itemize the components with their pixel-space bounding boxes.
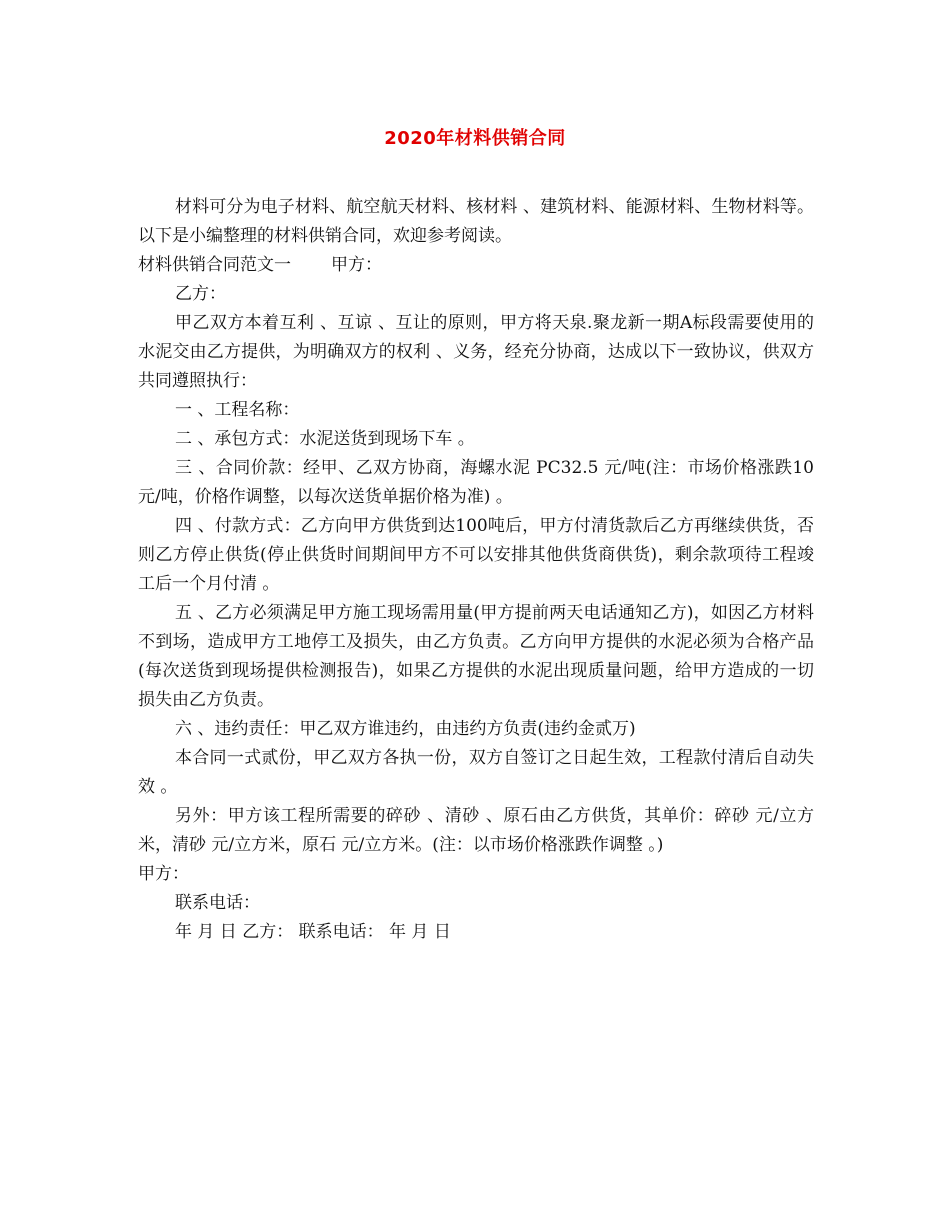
- clause-4: 四 、付款方式：乙方向甲方供货到达100吨后，甲方付清货款后乙方再继续供货，否则乙方停止供货(停止供货时间期间甲方不可以安排其他供货商供货)，剩余款项待工程竣工后一个月付清 。: [138, 516, 814, 594]
- clause-3: 三 、合同价款：经甲、乙双方协商，海螺水泥 PC32.5 元/吨(注：市场价格涨跌10元/吨，价格作调整，以每次送货单据价格为准) 。: [138, 458, 814, 507]
- party-a-label: 甲方：: [331, 255, 382, 275]
- contact-phone-line: 联系电话：: [175, 893, 260, 913]
- supplement-paragraph: 另外：甲方该工程所需要的碎砂 、清砂 、原石由乙方供货，其单价：碎砂 元/立方米，清砂 元/立方米，原石 元/立方米。(注：以市场价格涨跌作调整 。): [138, 806, 814, 855]
- sign-party-a: 甲方：: [138, 864, 189, 884]
- document-body: [138, 193, 814, 947]
- document-title: 2020年材料供销合同: [384, 128, 566, 149]
- sample-heading-line: [138, 251, 814, 280]
- validity-paragraph: 本合同一式贰份，甲乙双方各执一份，双方自签订之日起生效，工程款付清后自动失效 。: [138, 748, 814, 797]
- date-signature-line: 年 月 日 乙方： 联系电话： 年 月 日: [175, 922, 451, 942]
- sample-heading: 材料供销合同范文一: [138, 255, 291, 275]
- clause-2: 二 、承包方式：水泥送货到现场下车 。: [175, 429, 475, 449]
- party-b-label: 乙方：: [175, 284, 226, 304]
- clause-5: 五 、乙方必须满足甲方施工现场需用量(甲方提前两天电话通知乙方)，如因乙方材料不到场，造成甲方工地停工及损失，由乙方负责。乙方向甲方提供的水泥必须为合格产品(每次送货到现场提供检测报告)，如果乙方提供的水泥出现质量问题，给甲方造成的一切损失由乙方负责。: [138, 603, 814, 710]
- preamble-paragraph: 甲乙双方本着互利 、互谅 、互让的原则，甲方将天泉.聚龙新一期A标段需要使用的水泥交由乙方提供，为明确双方的权利 、义务，经充分协商，达成以下一致协议，供双方共同遵照执行：: [138, 313, 814, 391]
- intro-paragraph: 材料可分为电子材料、航空航天材料、核材料 、建筑材料、能源材料、生物材料等。以下是小编整理的材料供销合同，欢迎参考阅读。: [138, 197, 814, 246]
- clause-1: 一 、工程名称：: [175, 400, 300, 420]
- clause-6: 六 、违约责任：甲乙双方谁违约，由违约方负责(违约金贰万): [175, 719, 636, 739]
